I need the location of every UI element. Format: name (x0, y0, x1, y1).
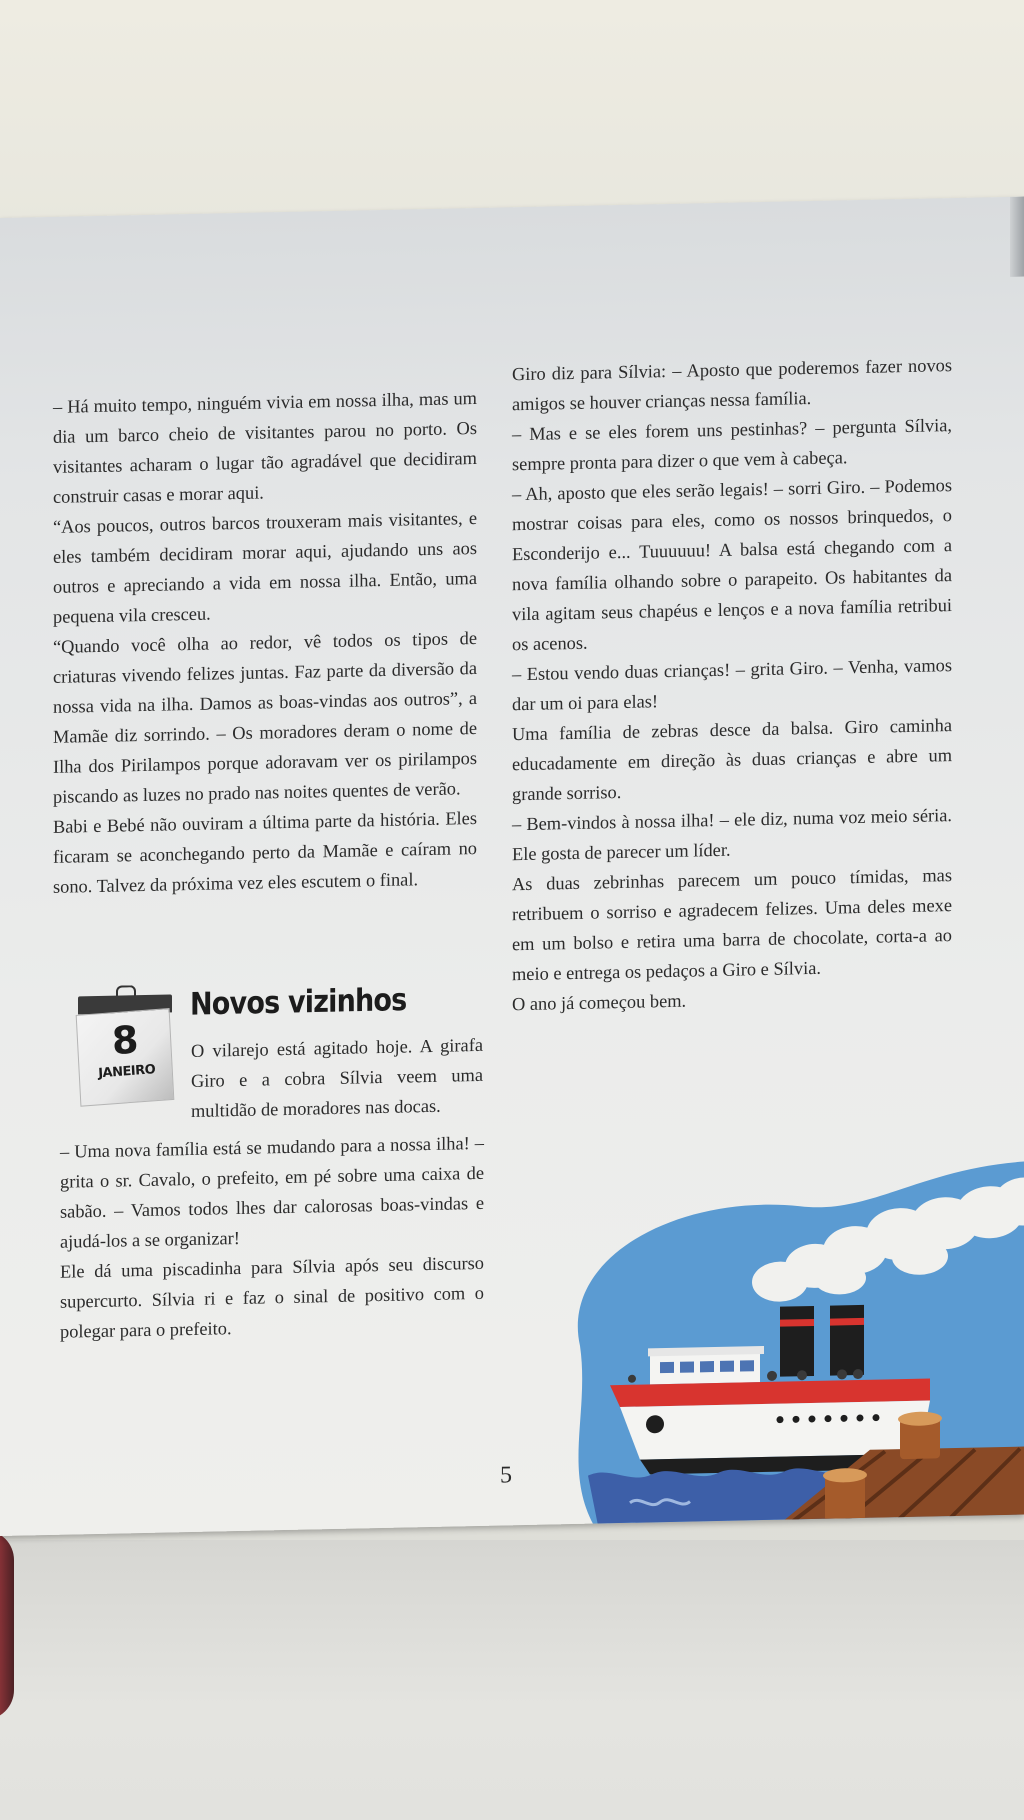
paragraph: Ele dá uma piscadinha para Sílvia após seu discurso supercurto. Sílvia ri e faz o sinal de positivo com o polegar para o prefeito. (60, 1252, 484, 1342)
section-intro (191, 1030, 483, 1126)
paragraph: – Mas e se eles forem uns pestinhas? – pergunta Sílvia, sempre pronta para dizer o que vem à cabeça. (512, 415, 952, 475)
red-cloth-edge (0, 1530, 14, 1720)
calendar-day: 8 (110, 1017, 140, 1064)
paragraph: – Estou vendo duas crianças! – grita Giro. – Venha, vamos dar um oi para elas! (512, 655, 952, 715)
paragraph: – Há muito tempo, ninguém vivia em nossa ilha, mas um dia um barco cheio de visitantes parou no porto. Os visitantes acharam o lugar tão agradável que decidiram construir casas e morar aqui. (53, 388, 477, 507)
table-surface-top (0, 0, 1024, 230)
paragraph: O ano já começou bem. (512, 990, 687, 1015)
paragraph: As duas zebrinhas parecem um pouco tímidas, mas retribuem o sorriso e agradecem felizes. Uma deles mexe em um bolso e retira uma barra de chocolate, corta-a ao meio e entrega os pedaços a Giro e Sílvia. (512, 865, 952, 985)
paragraph: – Ah, aposto que eles serão legais! – sorri Giro. – Podemos mostrar coisas para eles, como os nossos brinquedos, o Esconderijo e... Tuuuuuu! A balsa está chegando com a nova família olhando sobre o parapeito. Os habitantes da vila agitam seus chapéus e lenços e a nova família retribui os acenos. (512, 475, 952, 655)
paragraph: Uma família de zebras desce da balsa. Giro caminha educadamente em direção às duas crianças e abre um grande sorriso. (512, 715, 952, 805)
page-corner (1010, 197, 1024, 277)
section-body (60, 1128, 484, 1347)
paragraph: – Bem-vindos à nossa ilha! – ele diz, numa voz meio séria. Ele gosta de parecer um líder. (512, 805, 952, 865)
calendar-sheet (76, 1008, 175, 1107)
paragraph: Giro diz para Sílvia: – Aposto que poderemos fazer novos amigos se houver crianças nessa família. (512, 355, 952, 415)
page-number: 5 (500, 1462, 512, 1489)
left-column (53, 383, 477, 902)
table-surface-bottom (0, 1540, 1024, 1820)
paragraph: – Uma nova família está se mudando para a nossa ilha! – grita o sr. Cavalo, o prefeito, em pé sobre uma caixa de sabão. – Vamos todos lhes dar calorosas boas-vindas e ajudá-los a se organizar! (60, 1132, 484, 1252)
calendar-month: JANEIRO (97, 1062, 156, 1082)
book-page (0, 197, 1024, 1536)
paragraph: “Aos poucos, outros barcos trouxeram mais visitantes, e eles também decidiram morar aqui, ajudando uns aos outros e apreciando a vida em nossa ilha. Então, uma pequena vila cresceu. (53, 508, 477, 627)
ship-cabin (648, 1346, 764, 1384)
paragraph: Babi e Bebé não ouviram a última parte da história. Eles ficaram se aconchegando perto da Mamãe e caíram no sono. Talvez da próxima vez eles escutem o final. (53, 808, 477, 897)
section-heading: Novos vizinhos (190, 982, 407, 1023)
calendar-icon (78, 984, 172, 1104)
paragraph: “Quando você olha ao redor, vê todos os tipos de criaturas vivendo felizes juntas. Faz parte da diversão da nossa vida na ilha. Damos as boas-vindas aos outros”, a Mamãe diz sorrindo. – Os moradores deram o nome de Ilha dos Pirilampos porque adoravam ver os pirilampos piscando as luzes no prado nas noites quentes de verão. (53, 628, 477, 807)
ferry-illustration (540, 1127, 1024, 1536)
right-column (512, 350, 952, 1019)
paragraph: O vilarejo está agitado hoje. A girafa Giro e a cobra Sílvia veem uma multidão de moradores nas docas. (191, 1034, 483, 1121)
